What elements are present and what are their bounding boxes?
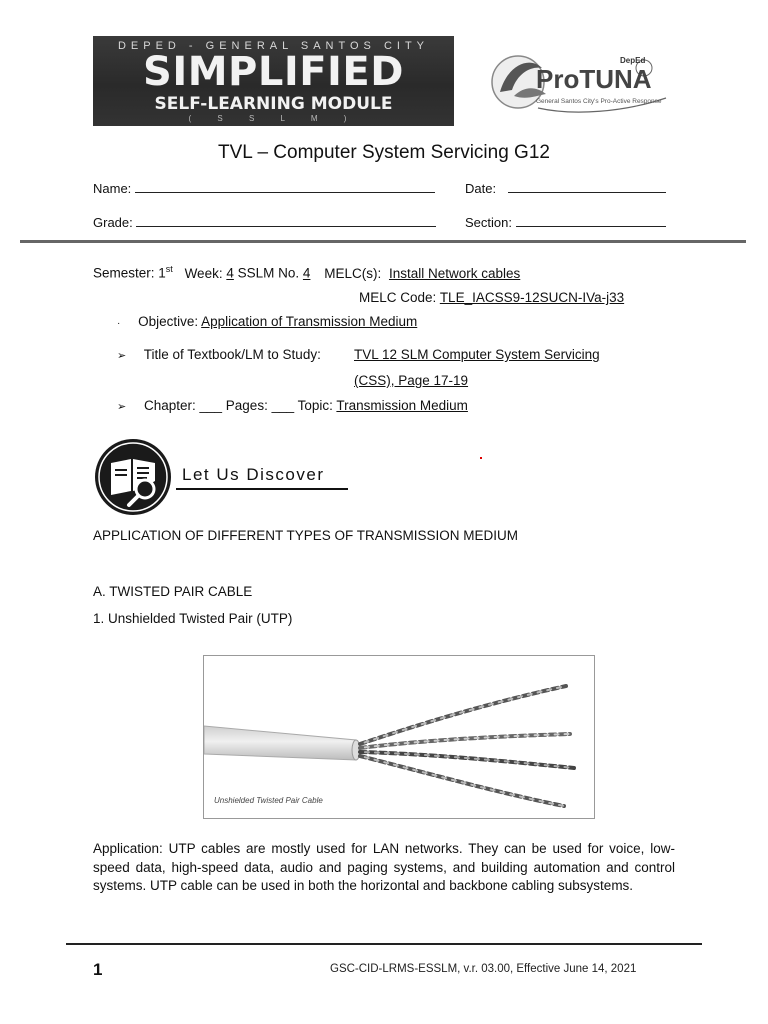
name-label: Name:	[93, 181, 132, 196]
footer-divider	[66, 943, 702, 945]
utp-cable-illustration	[204, 656, 594, 818]
semester-sup: st	[165, 264, 173, 274]
grade-label: Grade:	[93, 215, 133, 230]
logo-name: ProTUNA	[536, 64, 652, 94]
melc-value: Install Network cables	[388, 265, 521, 281]
banner-division: DEPED - GENERAL SANTOS CITY	[117, 40, 430, 52]
red-dot	[480, 457, 482, 459]
header-divider	[20, 240, 746, 243]
banner-title: SIMPLIFIED	[143, 49, 404, 95]
name-blank[interactable]	[135, 180, 435, 193]
date-field[interactable]	[465, 180, 666, 196]
melc-code-line	[359, 290, 624, 305]
week-label: Week:	[184, 265, 223, 281]
deped-mark: DepEd	[620, 56, 646, 65]
name-field[interactable]	[93, 180, 435, 196]
section-field[interactable]	[465, 214, 666, 230]
chapter-line	[117, 398, 468, 413]
objective-label: Objective:	[138, 314, 199, 329]
objective-value: Application of Transmission Medium	[201, 314, 418, 329]
bullet-dot-icon: ·	[117, 318, 121, 329]
module-banner	[93, 36, 454, 126]
footer-document-code: GSC-CID-LRMS-ESSLM, v.r. 03.00, Effective June 14, 2021	[330, 963, 637, 975]
grade-field[interactable]	[93, 214, 436, 230]
semester-line	[93, 264, 520, 281]
sslm-label: SSLM No.	[237, 265, 300, 281]
melc-code-value: TLE_IACSS9-12SUCN-IVa-j33	[439, 290, 625, 305]
chapter-label: Chapter: ___ Pages: ___ Topic:	[143, 398, 333, 413]
utp-cable-image	[203, 655, 595, 819]
section-label: Section:	[465, 215, 512, 230]
objective-line	[117, 314, 417, 329]
textbook-value-1: TVL 12 SLM Computer System Servicing	[354, 347, 600, 362]
date-blank[interactable]	[508, 180, 666, 193]
date-label: Date:	[465, 181, 497, 196]
discover-underline	[176, 488, 348, 490]
page-title: TVL – Computer System Servicing G12	[218, 142, 550, 163]
semester-label: Semester: 1	[93, 265, 166, 281]
banner-subtitle: SELF-LEARNING MODULE	[154, 94, 393, 114]
textbook-value-2: (CSS), Page 17-19	[354, 373, 469, 388]
melc-code-label: MELC Code:	[359, 290, 437, 305]
section-heading-discover: Let Us Discover	[182, 465, 325, 484]
arrow-bullet-icon: ➢	[117, 401, 127, 413]
textbook-line	[117, 347, 321, 362]
grade-blank[interactable]	[136, 214, 436, 227]
application-paragraph: Application: UTP cables are mostly used for LAN networks. They can be used for voice, low-speed data, high-speed data, audio and paging systems, and building automation and control systems. UTP cable can be used in both the horizontal and backbone cabling subsystems.	[93, 841, 675, 893]
item-1-heading: 1. Unshielded Twisted Pair (UTP)	[93, 611, 293, 626]
week-value: 4	[226, 265, 234, 281]
textbook-label: Title of Textbook/LM to Study:	[143, 347, 321, 362]
section-a-heading: A. TWISTED PAIR CABLE	[93, 584, 253, 599]
melc-label: MELC(s):	[324, 265, 382, 281]
page-number: 1	[93, 960, 103, 979]
content-heading: APPLICATION OF DIFFERENT TYPES OF TRANSMISSION MEDIUM	[93, 528, 519, 543]
arrow-bullet-icon: ➢	[117, 350, 127, 362]
book-magnifier-icon	[93, 437, 173, 517]
topic-value: Transmission Medium	[336, 398, 468, 413]
sslm-value: 4	[302, 265, 311, 281]
section-blank[interactable]	[516, 214, 666, 227]
logo-tagline: General Santos City's Pro-Active Response	[536, 98, 662, 105]
banner-acronym: ( S S L M )	[188, 114, 359, 123]
image-caption: Unshielded Twisted Pair Cable	[214, 796, 323, 805]
protuna-logo	[484, 42, 674, 128]
